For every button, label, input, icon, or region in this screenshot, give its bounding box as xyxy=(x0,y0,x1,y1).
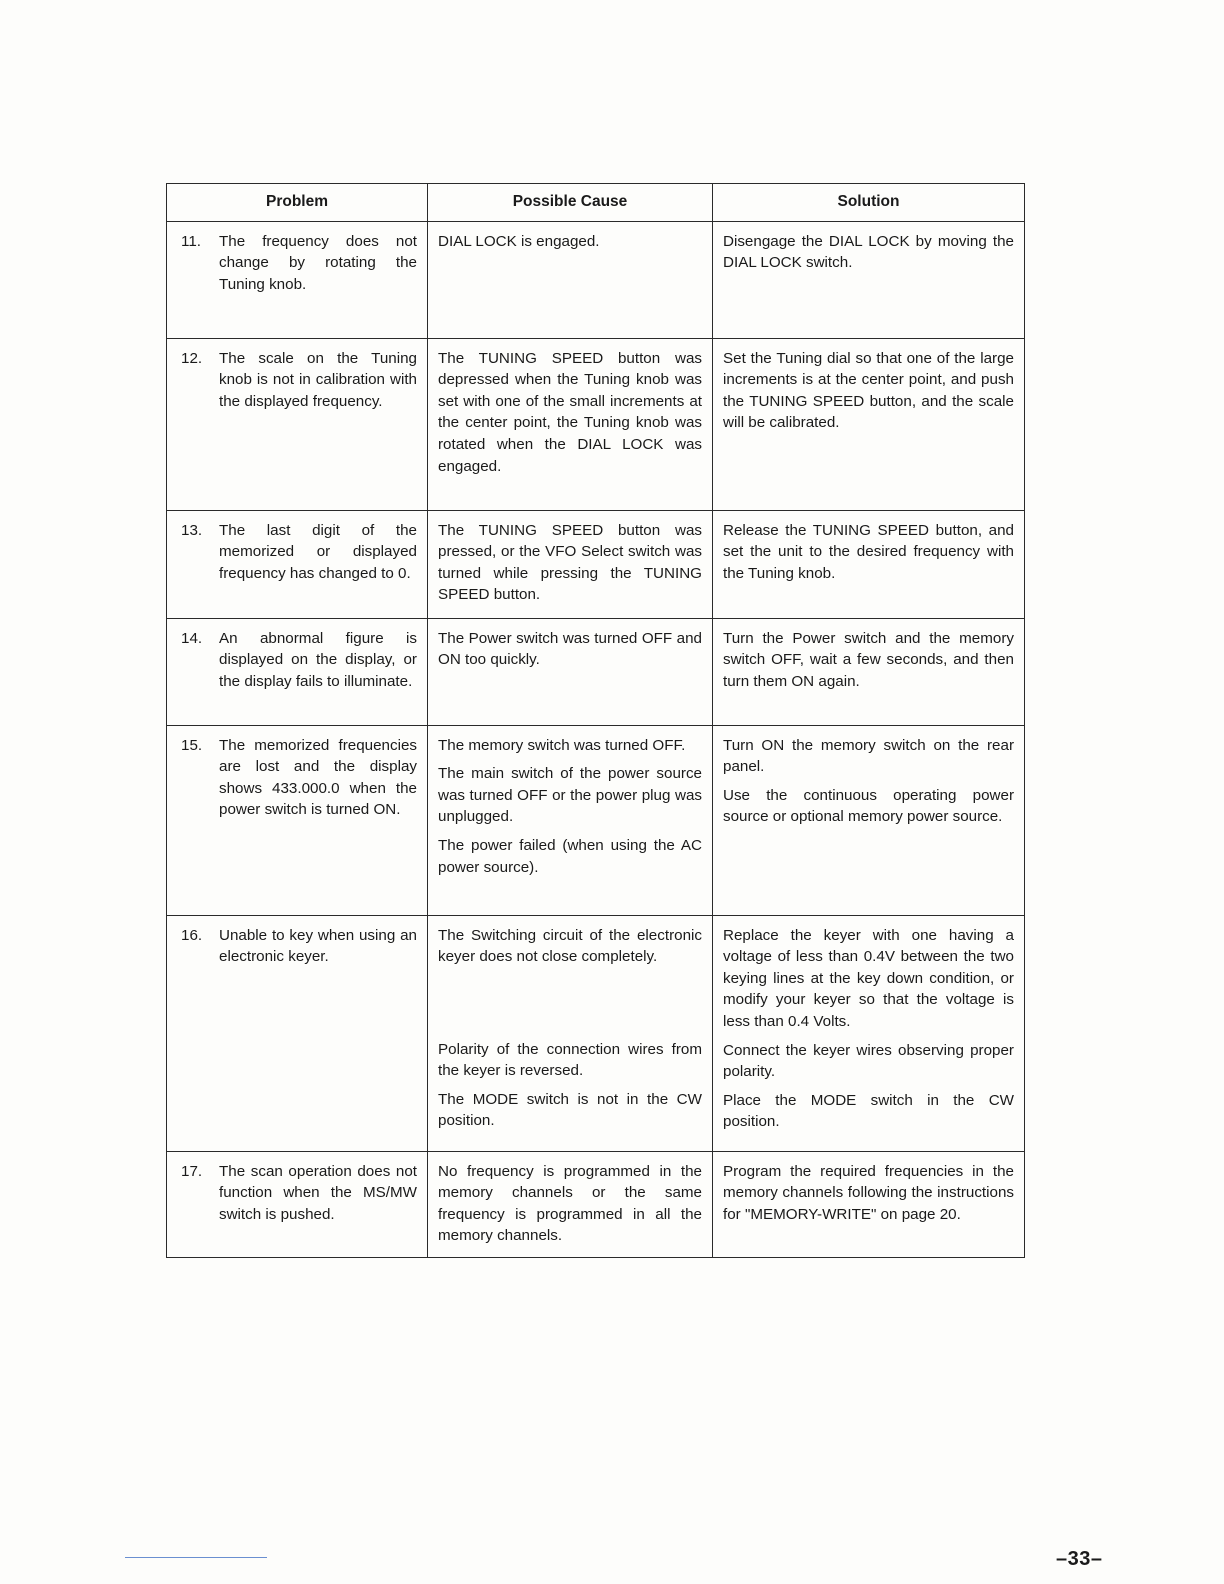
cause-text: The power failed (when using the AC power source). xyxy=(438,836,702,876)
solution-cell xyxy=(713,221,1025,338)
solution-cell xyxy=(713,510,1025,618)
solution-text: Release the TUNING SPEED button, and set the unit to the desired frequency with the Tuning knob. xyxy=(723,521,1014,582)
solution-text: Program the required frequencies in the memory channels following the instructions for "MEMORY-WRITE" on page 20. xyxy=(723,1162,1014,1223)
cause-text: Polarity of the connection wires from the keyer is reversed. xyxy=(438,1040,702,1080)
problem-number: 11. xyxy=(181,232,201,250)
problem-text: The memorized frequencies are lost and the display shows 433.000.0 when the power switch is turned ON. xyxy=(219,736,417,819)
problem-cell xyxy=(167,618,428,725)
problem-text: The scan operation does not function when the MS/MW switch is pushed. xyxy=(219,1162,417,1223)
solution-text: Replace the keyer with one having a voltage of less than 0.4V between the two keying lines at the key down condition, or modify your keyer so that the voltage is less than 0.4 Volts. xyxy=(723,926,1014,1030)
cause-cell xyxy=(428,338,713,510)
solution-cell xyxy=(713,338,1025,510)
problem-text: An abnormal figure is displayed on the display, or the display fails to illuminate. xyxy=(219,629,417,690)
table-row xyxy=(167,618,1025,725)
solution-cell xyxy=(713,1151,1025,1257)
solution-cell xyxy=(713,725,1025,915)
solution-text: Turn the Power switch and the memory switch OFF, wait a few seconds, and then turn them ON again. xyxy=(723,629,1014,690)
cause-text: The Switching circuit of the electronic keyer does not close completely. xyxy=(438,926,702,966)
troubleshooting-table xyxy=(166,183,1025,1258)
header-problem: Problem xyxy=(167,184,428,222)
table-row xyxy=(167,725,1025,915)
cause-text: The memory switch was turned OFF. xyxy=(438,736,686,754)
cause-text: The TUNING SPEED button was pressed, or the VFO Select switch was turned while pressing the TUNING SPEED button. xyxy=(438,521,702,604)
problem-cell xyxy=(167,338,428,510)
solution-text: Disengage the DIAL LOCK by moving the DIAL LOCK switch. xyxy=(723,232,1014,272)
cause-text: The main switch of the power source was turned OFF or the power plug was unplugged. xyxy=(438,765,702,826)
problem-cell xyxy=(167,1151,428,1257)
solution-text: Turn ON the memory switch on the rear panel. xyxy=(723,736,1014,776)
problem-text: Unable to key when using an electronic keyer. xyxy=(219,926,417,966)
table-row xyxy=(167,338,1025,510)
table-row xyxy=(167,221,1025,338)
solution-text: Place the MODE switch in the CW position. xyxy=(723,1091,1014,1131)
page-number: –33– xyxy=(1056,1548,1103,1570)
solution-cell xyxy=(713,915,1025,1151)
table-header-row xyxy=(167,184,1025,222)
problem-number: 13. xyxy=(181,521,203,539)
solution-text: Connect the keyer wires observing proper polarity. xyxy=(723,1041,1014,1081)
footer-divider xyxy=(125,1557,267,1558)
table-row xyxy=(167,510,1025,618)
problem-text: The scale on the Tuning knob is not in calibration with the displayed frequency. xyxy=(219,349,417,410)
solution-text: Set the Tuning dial so that one of the large increments is at the center point, and push the TUNING SPEED button, and the scale will be calibrated. xyxy=(723,349,1014,432)
cause-text: The TUNING SPEED button was depressed when the Tuning knob was set with one of the small increments at the center point, the Tuning knob was rotated when the DIAL LOCK was engaged. xyxy=(438,349,702,475)
problem-number: 17. xyxy=(181,1162,203,1180)
table-row xyxy=(167,915,1025,1151)
cause-cell xyxy=(428,725,713,915)
problem-cell xyxy=(167,725,428,915)
problem-cell xyxy=(167,510,428,618)
cause-cell xyxy=(428,221,713,338)
problem-number: 16. xyxy=(181,926,203,944)
table-row xyxy=(167,1151,1025,1257)
cause-text: No frequency is programmed in the memory channels or the same frequency is programmed in all the memory channels. xyxy=(438,1162,702,1245)
cause-cell xyxy=(428,915,713,1151)
problem-text: The last digit of the memorized or displayed frequency has changed to 0. xyxy=(219,521,417,582)
header-possible-cause: Possible Cause xyxy=(428,184,713,222)
cause-text: The MODE switch is not in the CW position. xyxy=(438,1090,702,1130)
cause-cell xyxy=(428,618,713,725)
problem-cell xyxy=(167,915,428,1151)
problem-cell xyxy=(167,221,428,338)
problem-number: 14. xyxy=(181,629,203,647)
cause-cell xyxy=(428,510,713,618)
cause-text: DIAL LOCK is engaged. xyxy=(438,232,600,250)
header-solution: Solution xyxy=(713,184,1025,222)
problem-number: 12. xyxy=(181,349,203,367)
problem-number: 15. xyxy=(181,736,203,754)
cause-text: The Power switch was turned OFF and ON too quickly. xyxy=(438,629,702,669)
solution-cell xyxy=(713,618,1025,725)
cause-cell xyxy=(428,1151,713,1257)
solution-text: Use the continuous operating power source or optional memory power source. xyxy=(723,786,1014,826)
problem-text: The frequency does not change by rotating the Tuning knob. xyxy=(219,232,417,293)
